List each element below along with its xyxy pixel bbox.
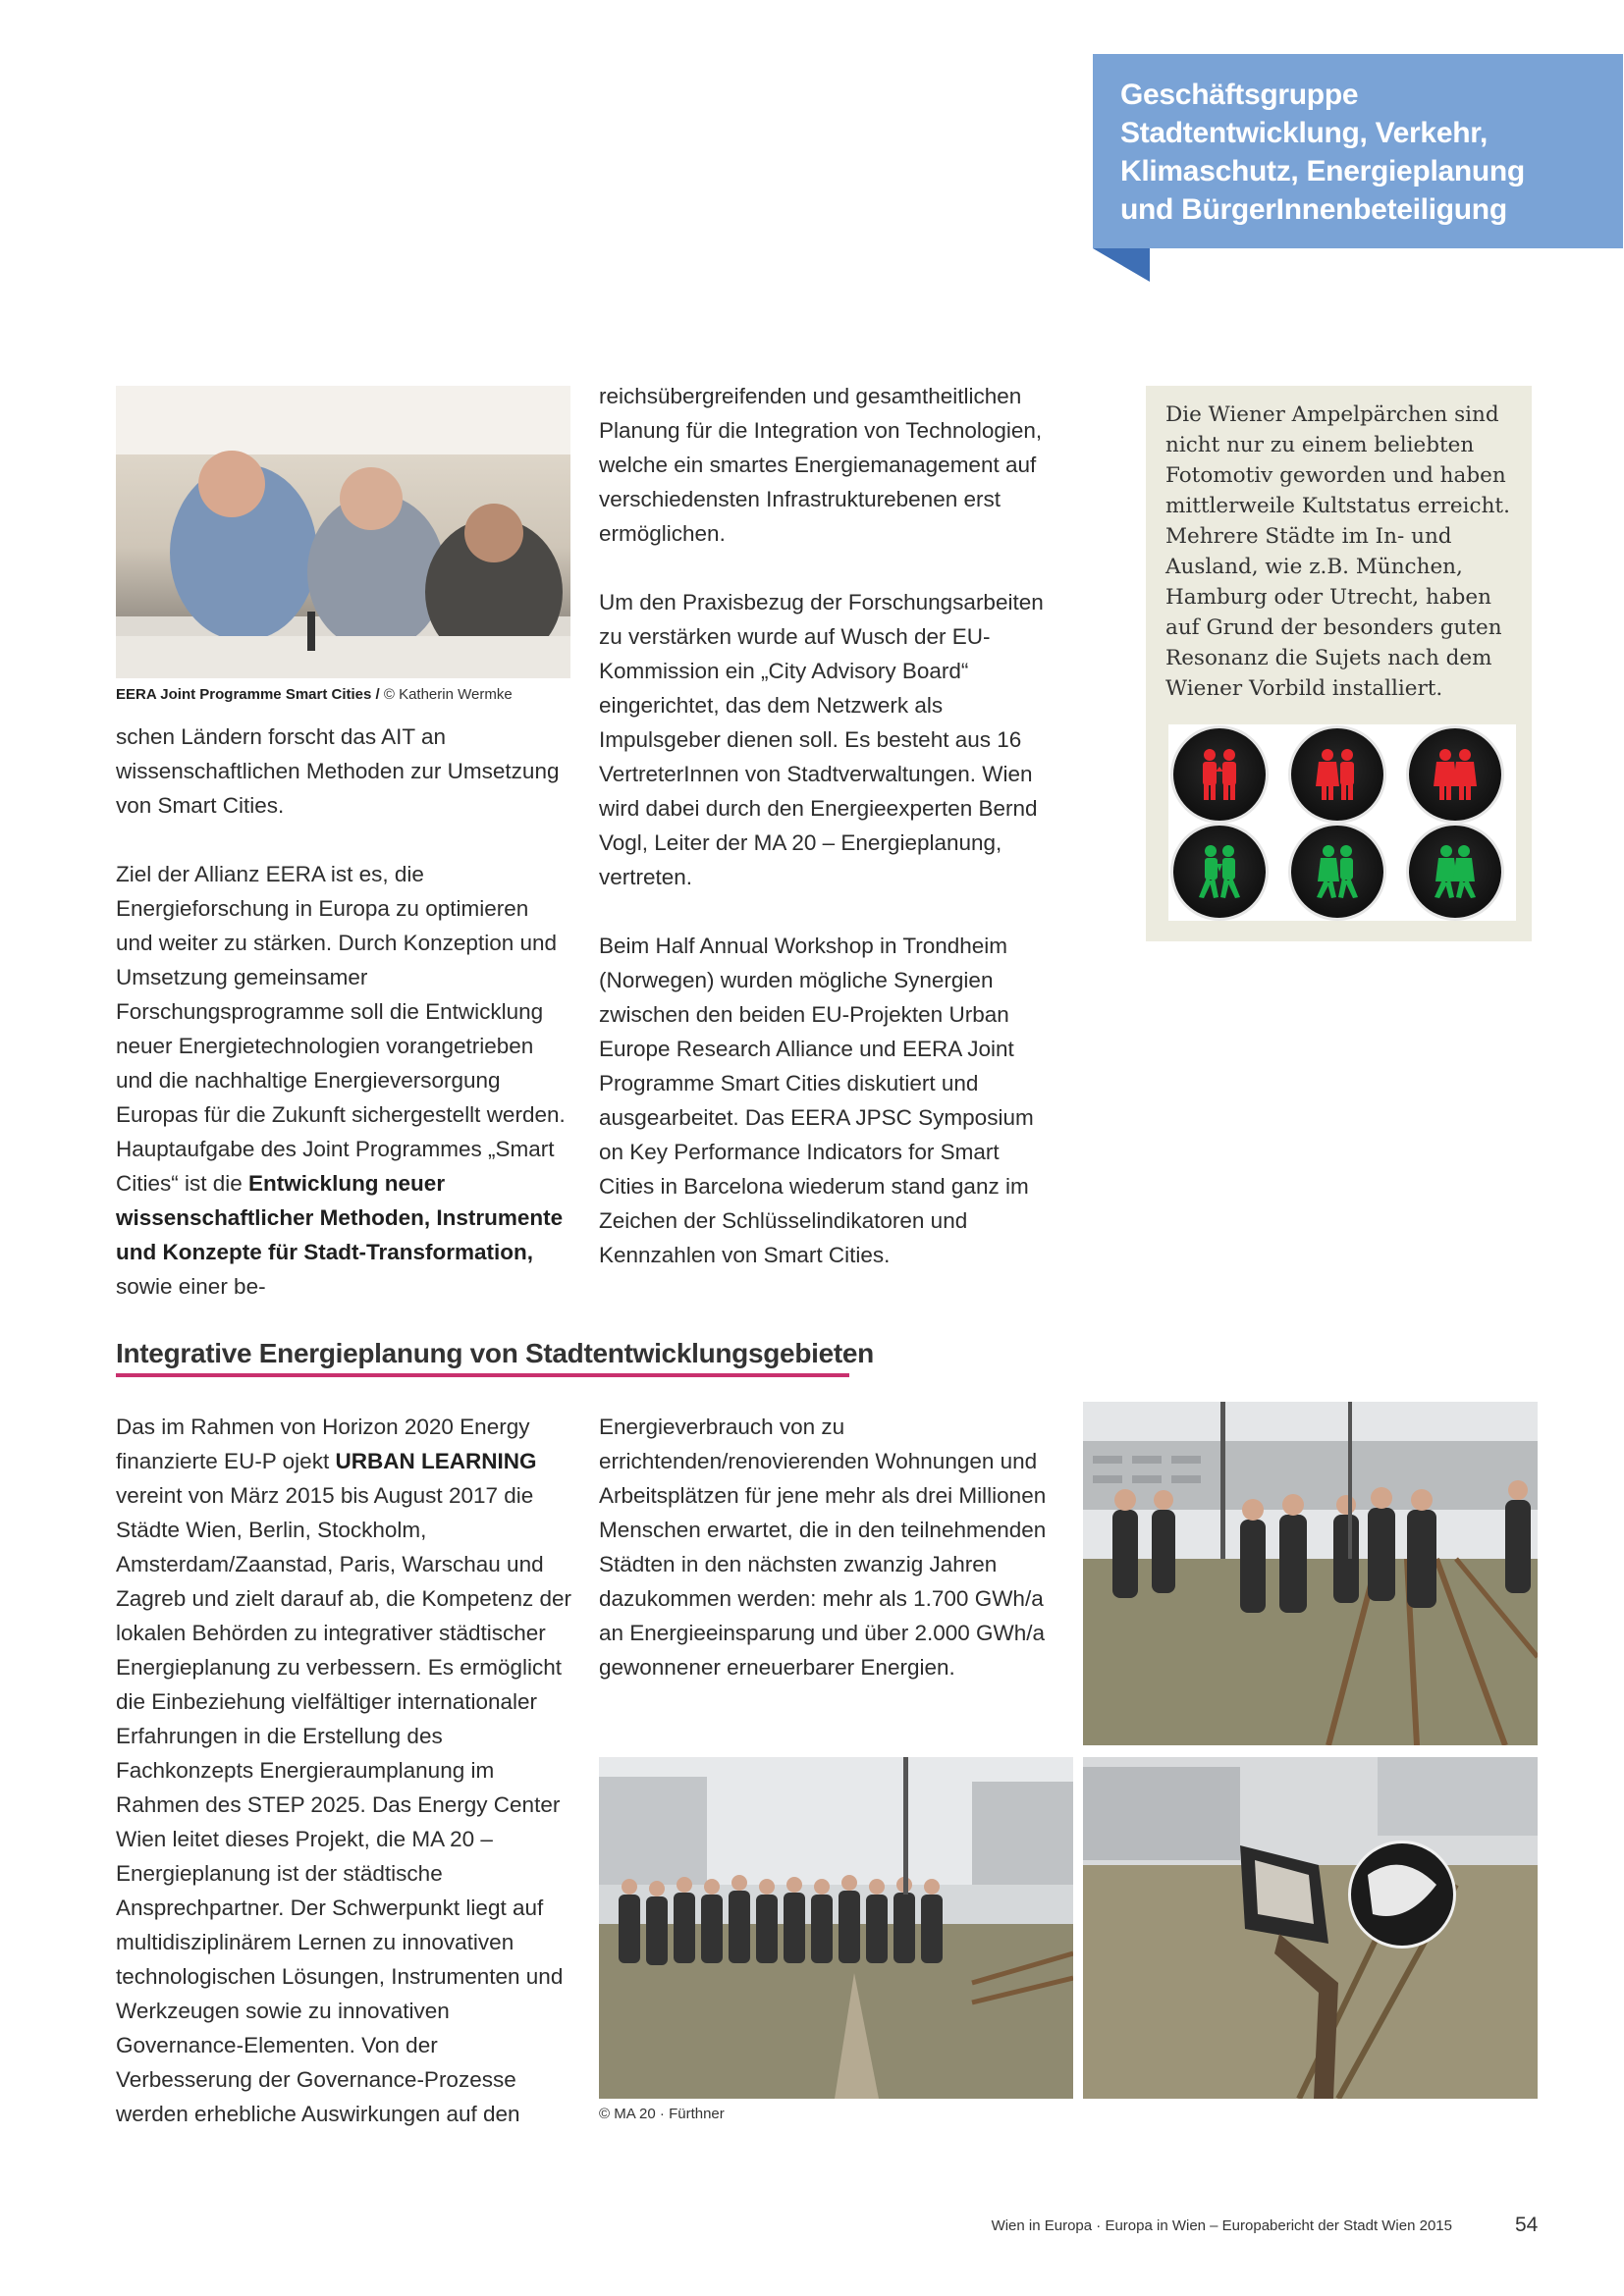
col1-paragraph-2: [116, 857, 568, 1304]
col1-p2-end: sowie einer be-: [116, 1274, 266, 1299]
section-column-1: [116, 1410, 577, 2131]
section-col1-bold: URBAN LEARNING: [335, 1449, 537, 1473]
col2-paragraph-2: Um den Praxisbezug der Forschungsarbeiten zu verstärken wurde auf Wusch der EU-Kommission ein „City Advisory Board“ eingerichtet, das dem Netzwerk als Impulsgeber dienen soll. Es besteht aus 16 VertreterInnen von Stadtverwaltungen. Wien wird dabei durch den Energieexperten Bernd Vogl, Leiter der MA 20 – Energieplanung, vertreten.: [599, 590, 1044, 889]
section-col1-end: vereint von März 2015 bis August 2017 die Städte Wien, Berlin, Stockholm, Amsterdam/Zaanstad, Paris, Warschau und Zagreb und zielt darauf ab, die Kompetenz der lokalen Behörden zu integrativer städtischer Energieplanung zu verbessern. Es ermöglicht die Einbeziehung vielfältiger internationaler Erfahrungen in die Erstellung des Fachkonzepts Energieraumplanung im Rahmen des STEP 2025. Das Energy Center Wien leitet dieses Projekt, die MA 20 – Energieplanung ist der städtische Ansprechpartner. Der Schwerpunkt liegt auf multidisziplinärem Lernen zu innovativen technologischen Lösungen, Instrumenten und Werkzeugen sowie zu innovativen Governance-Elementen. Von der Verbesserung der Governance-Prozesse werden erhebliche Auswirkungen auf den: [116, 1483, 572, 2126]
column-1-text: [116, 720, 568, 1304]
page-number: 54: [1515, 2214, 1539, 2236]
caption-title: EERA Joint Programme Smart Cities /: [116, 686, 384, 703]
section-column-2: [599, 1410, 1060, 1684]
header-line-4: und BürgerInnenbeteiligung: [1120, 193, 1507, 226]
header-line-2: Stadtentwicklung, Verkehr,: [1120, 117, 1488, 149]
column-2-text: [599, 379, 1056, 1272]
section-col1-paragraph: [116, 1410, 577, 2131]
group-posing-photo: [599, 1757, 1073, 2099]
red-light-icon: [1291, 728, 1383, 821]
panel-discussion-photo: [116, 386, 570, 678]
green-light-icon: [1173, 826, 1266, 918]
col1-p2-bold: Entwicklung neuer wissenschaftlicher Methoden, Instrumente und Konzepte für Stadt-Transformation,: [116, 1171, 564, 1264]
section-col2-paragraph: Energieverbrauch von zu errichtenden/renovierenden Wohnungen und Arbeitsplätzen für jene mehr als drei Millionen Menschen erwartet, die in den teilnehmenden Städten in den nächsten zwanzig Jahren dazukommen werden: mehr als 1.700 GWh/a an Energieeinsparung und über 2.000 GWh/a gewonnener erneuerbarer Energien.: [599, 1415, 1047, 1680]
header-line-3: Klimaschutz, Energieplanung: [1120, 155, 1525, 187]
department-header: [1093, 54, 1623, 248]
col2-paragraph-1: reichsübergreifenden und gesamtheitlichen Planung für die Integration von Technologien, welche ein smartes Energiemanagement auf verschiedensten Infrastrukturebenen erst ermöglichen.: [599, 384, 1043, 546]
header-fold: [1093, 248, 1150, 282]
heading-underline: [116, 1373, 849, 1377]
panel-photo-caption: [116, 686, 577, 703]
red-light-icon: [1173, 728, 1266, 821]
footer-text: Wien in Europa · Europa in Wien – Europabericht der Stadt Wien 2015: [991, 2217, 1452, 2234]
ampel-info-box: [1146, 386, 1532, 941]
green-light-icon: [1291, 826, 1383, 918]
section-col1-start: Das im Rahmen von Horizon 2020 Energy finanzierte EU-P ojekt: [116, 1415, 530, 1473]
col2-paragraph-3: Beim Half Annual Workshop in Trondheim (Norwegen) wurden mögliche Synergien zwischen den beiden EU-Projekten Urban Europe Research Alliance und EERA Joint Programme Smart Cities diskutiert und ausgearbeitet. Das EERA JPSC Symposium on Key Performance Indicators for Smart Cities in Barcelona wiederum stand ganz im Zeichen der Schlüsselindikatoren und Kennzahlen von Smart Cities.: [599, 934, 1034, 1267]
section-photo-credit: © MA 20 · Fürthner: [599, 2106, 725, 2122]
caption-credit: © Katherin Wermke: [383, 686, 513, 703]
railway-group-photo: [1083, 1402, 1538, 1745]
railway-signal-photo: [1083, 1757, 1538, 2099]
green-light-icon: [1409, 826, 1501, 918]
ampel-info-text: Die Wiener Ampelpärchen sind nicht nur zu einem beliebten Fotomotiv geworden und haben mittlerweile Kultstatus erreicht. Mehrere Städte im In- und Ausland, wie z.B. München, Hamburg oder Utrecht, haben auf Grund der besonders guten Resonanz die Sujets nach dem Wiener Vorbild installiert.: [1165, 402, 1510, 701]
section-heading: Integrative Energieplanung von Stadtentwicklungsgebieten: [116, 1338, 874, 1368]
col1-p2-start: Ziel der Allianz EERA ist es, die Energieforschung in Europa zu optimieren und weiter zu stärken. Durch Konzeption und Umsetzung gemeinsamer Forschungsprogramme soll die Entwicklung neuer Energietechnologien vorangetrieben und die nachhaltige Energieversorgung Europas für die Zukunft sichergestellt werden. Hauptaufgabe des Joint Programmes „Smart Cities“ ist die: [116, 862, 566, 1196]
header-line-1: Geschäftsgruppe: [1120, 79, 1359, 111]
col1-paragraph-1: schen Ländern forscht das AIT an wissenschaftlichen Methoden zur Umsetzung von Smart Cities.: [116, 724, 560, 818]
traffic-lights-image: [1168, 724, 1516, 921]
red-light-icon: [1409, 728, 1501, 821]
